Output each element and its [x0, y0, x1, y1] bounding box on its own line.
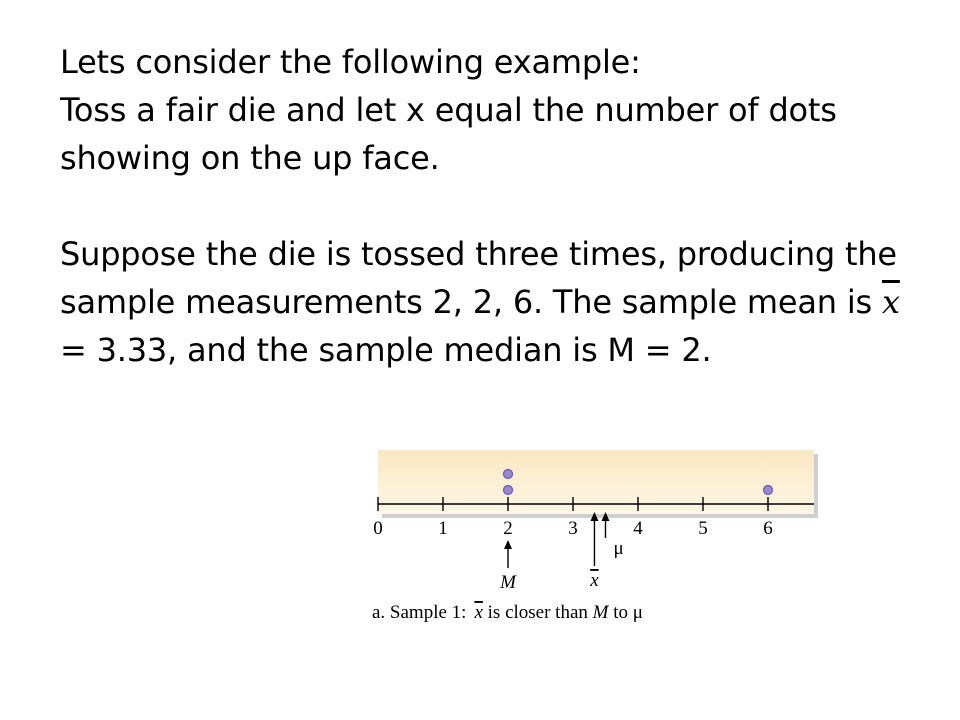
tick-label: 2: [503, 518, 513, 539]
arrow-group: [499, 512, 624, 593]
caption-mid: is closer than: [482, 602, 593, 623]
sample-text-start: Suppose the die is tossed three times, producing the sample measurements 2, 2, 6. The sample mean is: [60, 235, 897, 321]
mean-label: x: [590, 570, 599, 591]
sample-point: [504, 470, 513, 479]
slide-body: [60, 38, 920, 374]
tick-label: 3: [568, 518, 578, 539]
tick-label: 5: [698, 518, 708, 539]
median-label: M: [500, 572, 516, 593]
tick-label: 0: [373, 518, 383, 539]
median-arrow-head: [504, 540, 512, 549]
caption-end: to μ: [608, 602, 643, 623]
sample-point: [764, 486, 773, 495]
caption-prefix: a. Sample 1:: [372, 602, 467, 623]
dot-plot-figure: [368, 440, 828, 640]
tick-label: 1: [438, 518, 448, 539]
sample-paragraph: [60, 230, 920, 374]
caption-m: M: [592, 602, 609, 623]
sample-text-end: = 3.33, and the sample median is M = 2.: [60, 331, 712, 369]
figure-caption: [372, 602, 643, 623]
intro-line: Lets consider the following example:: [60, 43, 641, 81]
tick-label: 6: [763, 518, 773, 539]
die-description: Toss a fair die and let x equal the number of dots showing on the up face.: [60, 91, 837, 177]
sample-point: [504, 486, 513, 495]
mu-label: μ: [613, 538, 624, 559]
caption-xbar: x: [474, 602, 483, 623]
tick-label: 4: [633, 518, 643, 539]
paragraph-gap: [60, 182, 920, 230]
dot-plot-svg: [368, 440, 828, 640]
xbar-symbol: $\overline{x}$: [881, 283, 900, 321]
